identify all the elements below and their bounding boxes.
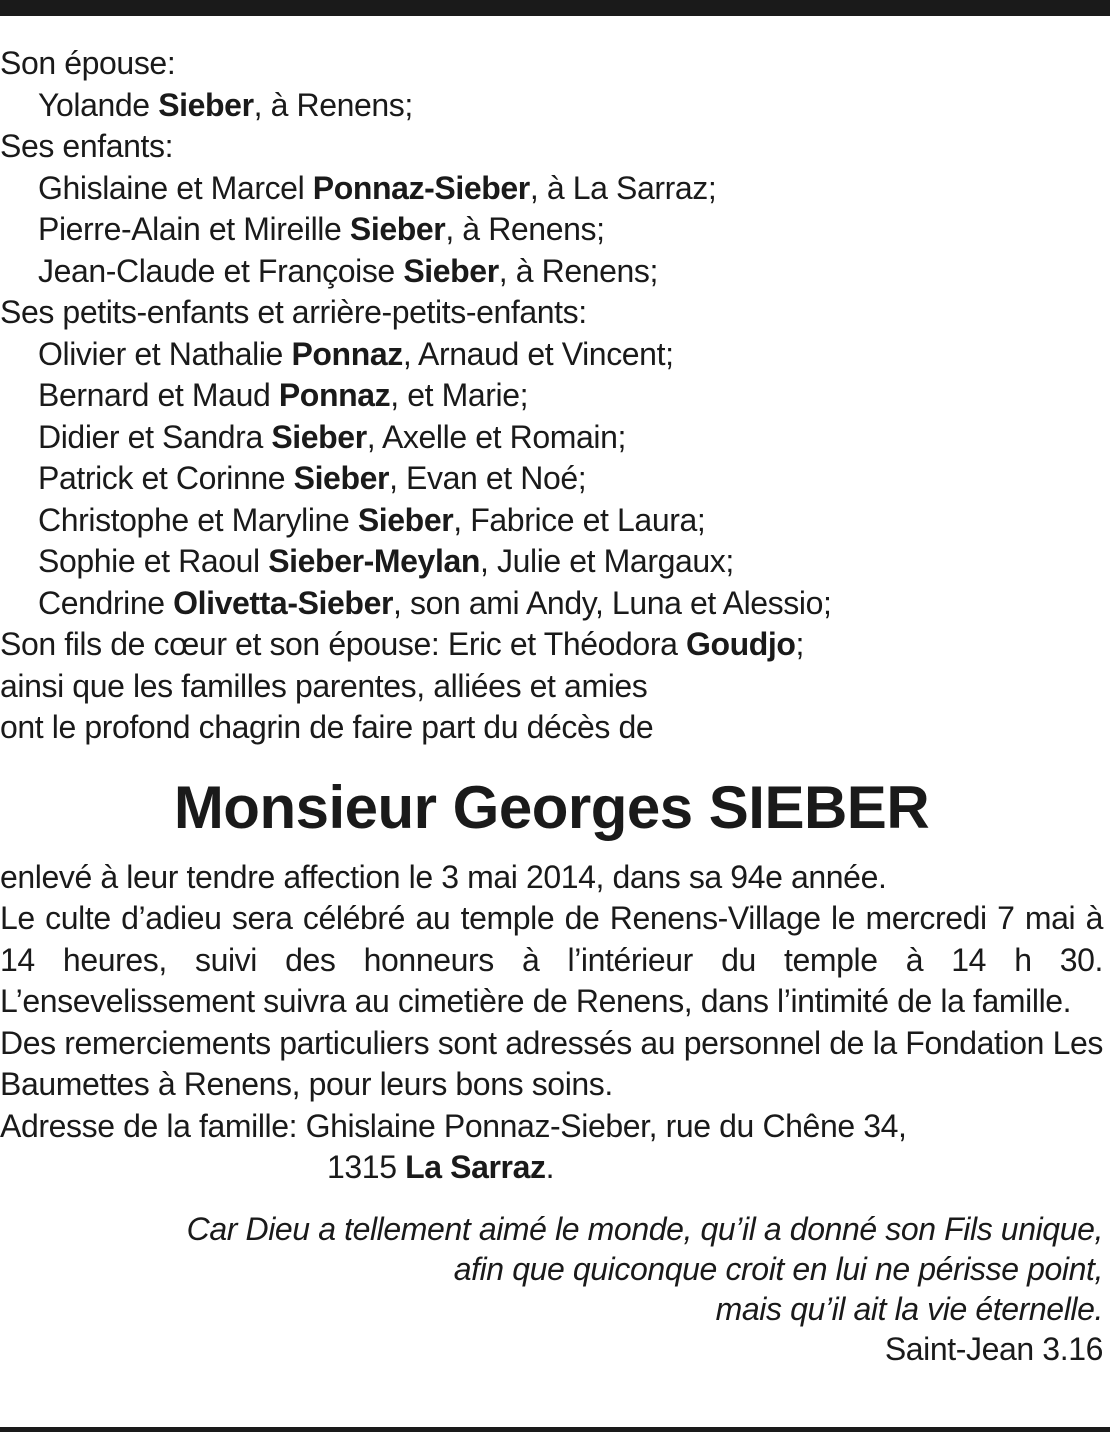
grandchild-rest: , et Marie;: [390, 377, 529, 413]
closing-line: ont le profond chagrin de faire part du décès de: [0, 709, 654, 745]
closing-line: ainsi que les familles parentes, alliées et amies: [0, 667, 648, 704]
grandchild-surname: Sieber-Meylan: [268, 543, 480, 579]
address-end: .: [545, 1149, 555, 1185]
grandchild-first: Patrick et Corinne: [38, 460, 294, 496]
spouse-entry: [0, 85, 1103, 127]
grandchild-first: Christophe et Maryline: [38, 501, 358, 538]
grandchild-entry: [0, 500, 1103, 542]
grandchild-rest: , Julie et Margaux;: [480, 543, 734, 579]
family-address: Adresse de la famille: Ghislaine Ponnaz-Sieber, rue du Chêne 34,: [0, 1107, 907, 1144]
child-location: , à Renens;: [498, 252, 659, 289]
grandchild-first: Bernard et Maud: [38, 377, 279, 413]
grandchild-surname: Sieber: [293, 460, 390, 496]
city-name: La Sarraz: [405, 1149, 546, 1185]
heart-son-end: ;: [795, 626, 805, 662]
bottom-rule: [0, 1427, 1110, 1432]
grandchild-entry: [0, 334, 1103, 376]
grandchild-rest: , Evan et Noé;: [389, 460, 587, 496]
child-surname: Sieber: [403, 252, 499, 289]
grandchild-entry: [0, 375, 1103, 417]
child-location: , à La Sarraz;: [529, 169, 717, 206]
grandchild-first: Didier et Sandra: [38, 418, 272, 455]
grandchild-surname: Sieber: [271, 418, 367, 455]
grandchild-first: Sophie et Raoul: [38, 543, 269, 579]
heart-son-first: Son fils de cœur et son épouse: Eric et Théodora: [0, 626, 686, 662]
heart-son-entry: [0, 624, 1103, 666]
deceased-name: Monsieur Georges SIEBER: [173, 773, 930, 841]
child-surname: Sieber: [349, 211, 446, 247]
postal-code: 1315: [327, 1149, 406, 1185]
grandchild-surname: Sieber: [357, 501, 454, 538]
children-label: Ses enfants:: [0, 128, 174, 164]
ceremony-paragraph: Le culte d’adieu sera célébré au temple de Renens-Village le mercredi 7 mai à 14 heures, suivi des honneurs à l’intérieur du temple à 14 h 30. L’ensevelissement suivra au cimetière de Renens, dans l’intimité de la famille.: [0, 900, 1103, 1019]
grandchild-entry: [0, 458, 1103, 500]
death-date-paragraph: enlevé à leur tendre affection le 3 mai 2014, dans sa 94e année.: [0, 858, 887, 895]
grandchild-rest: , Arnaud et Vincent;: [402, 335, 674, 372]
verse-reference: Saint-Jean 3.16: [884, 1330, 1103, 1367]
child-entry: [0, 251, 1103, 293]
verse-line: mais qu’il ait la vie éternelle.: [715, 1290, 1103, 1327]
child-location: , à Renens;: [445, 211, 605, 247]
grandchild-surname: Olivetta-Sieber: [173, 584, 394, 621]
grandchild-entry: [0, 541, 1103, 583]
child-entry: [0, 209, 1103, 251]
spouse-label: Son épouse:: [0, 45, 176, 81]
grandchild-first: Olivier et Nathalie: [38, 335, 292, 372]
grandchild-rest: , Axelle et Romain;: [366, 418, 626, 455]
bible-verse: [0, 1209, 1103, 1329]
heart-son-surname: Goudjo: [685, 626, 796, 662]
grandchild-surname: Ponnaz: [278, 377, 391, 413]
grandchild-rest: , son ami Andy, Luna et Alessio;: [393, 584, 832, 621]
child-first: Pierre-Alain et Mireille: [38, 211, 350, 247]
top-rule: [0, 0, 1110, 16]
grandchild-entry: [0, 583, 1103, 625]
thanks-paragraph: Des remerciements particuliers sont adressés au personnel de la Fondation Les Baumettes à Renens, pour leurs bons soins.: [0, 1024, 1103, 1102]
family-address-city: [0, 1147, 1103, 1189]
grandchild-rest: , Fabrice et Laura;: [453, 501, 706, 538]
grandchild-surname: Ponnaz: [291, 335, 403, 372]
verse-line: afin que quiconque croit en lui ne périsse point,: [453, 1250, 1103, 1287]
child-surname: Ponnaz-Sieber: [312, 169, 530, 206]
obituary-notice: [0, 43, 1103, 1369]
grandchildren-label: Ses petits-enfants et arrière-petits-enfants:: [0, 294, 587, 330]
child-first: Ghislaine et Marcel: [38, 169, 313, 206]
grandchild-entry: [0, 417, 1103, 459]
child-first: Jean-Claude et Françoise: [38, 252, 404, 289]
spouse-surname: Sieber: [158, 86, 254, 123]
spouse-first: Yolande: [38, 86, 159, 123]
verse-line: Car Dieu a tellement aimé le monde, qu’il a donné son Fils unique,: [186, 1210, 1103, 1247]
child-entry: [0, 168, 1103, 210]
grandchild-first: Cendrine: [38, 584, 174, 621]
spouse-location: , à Renens;: [253, 86, 413, 123]
